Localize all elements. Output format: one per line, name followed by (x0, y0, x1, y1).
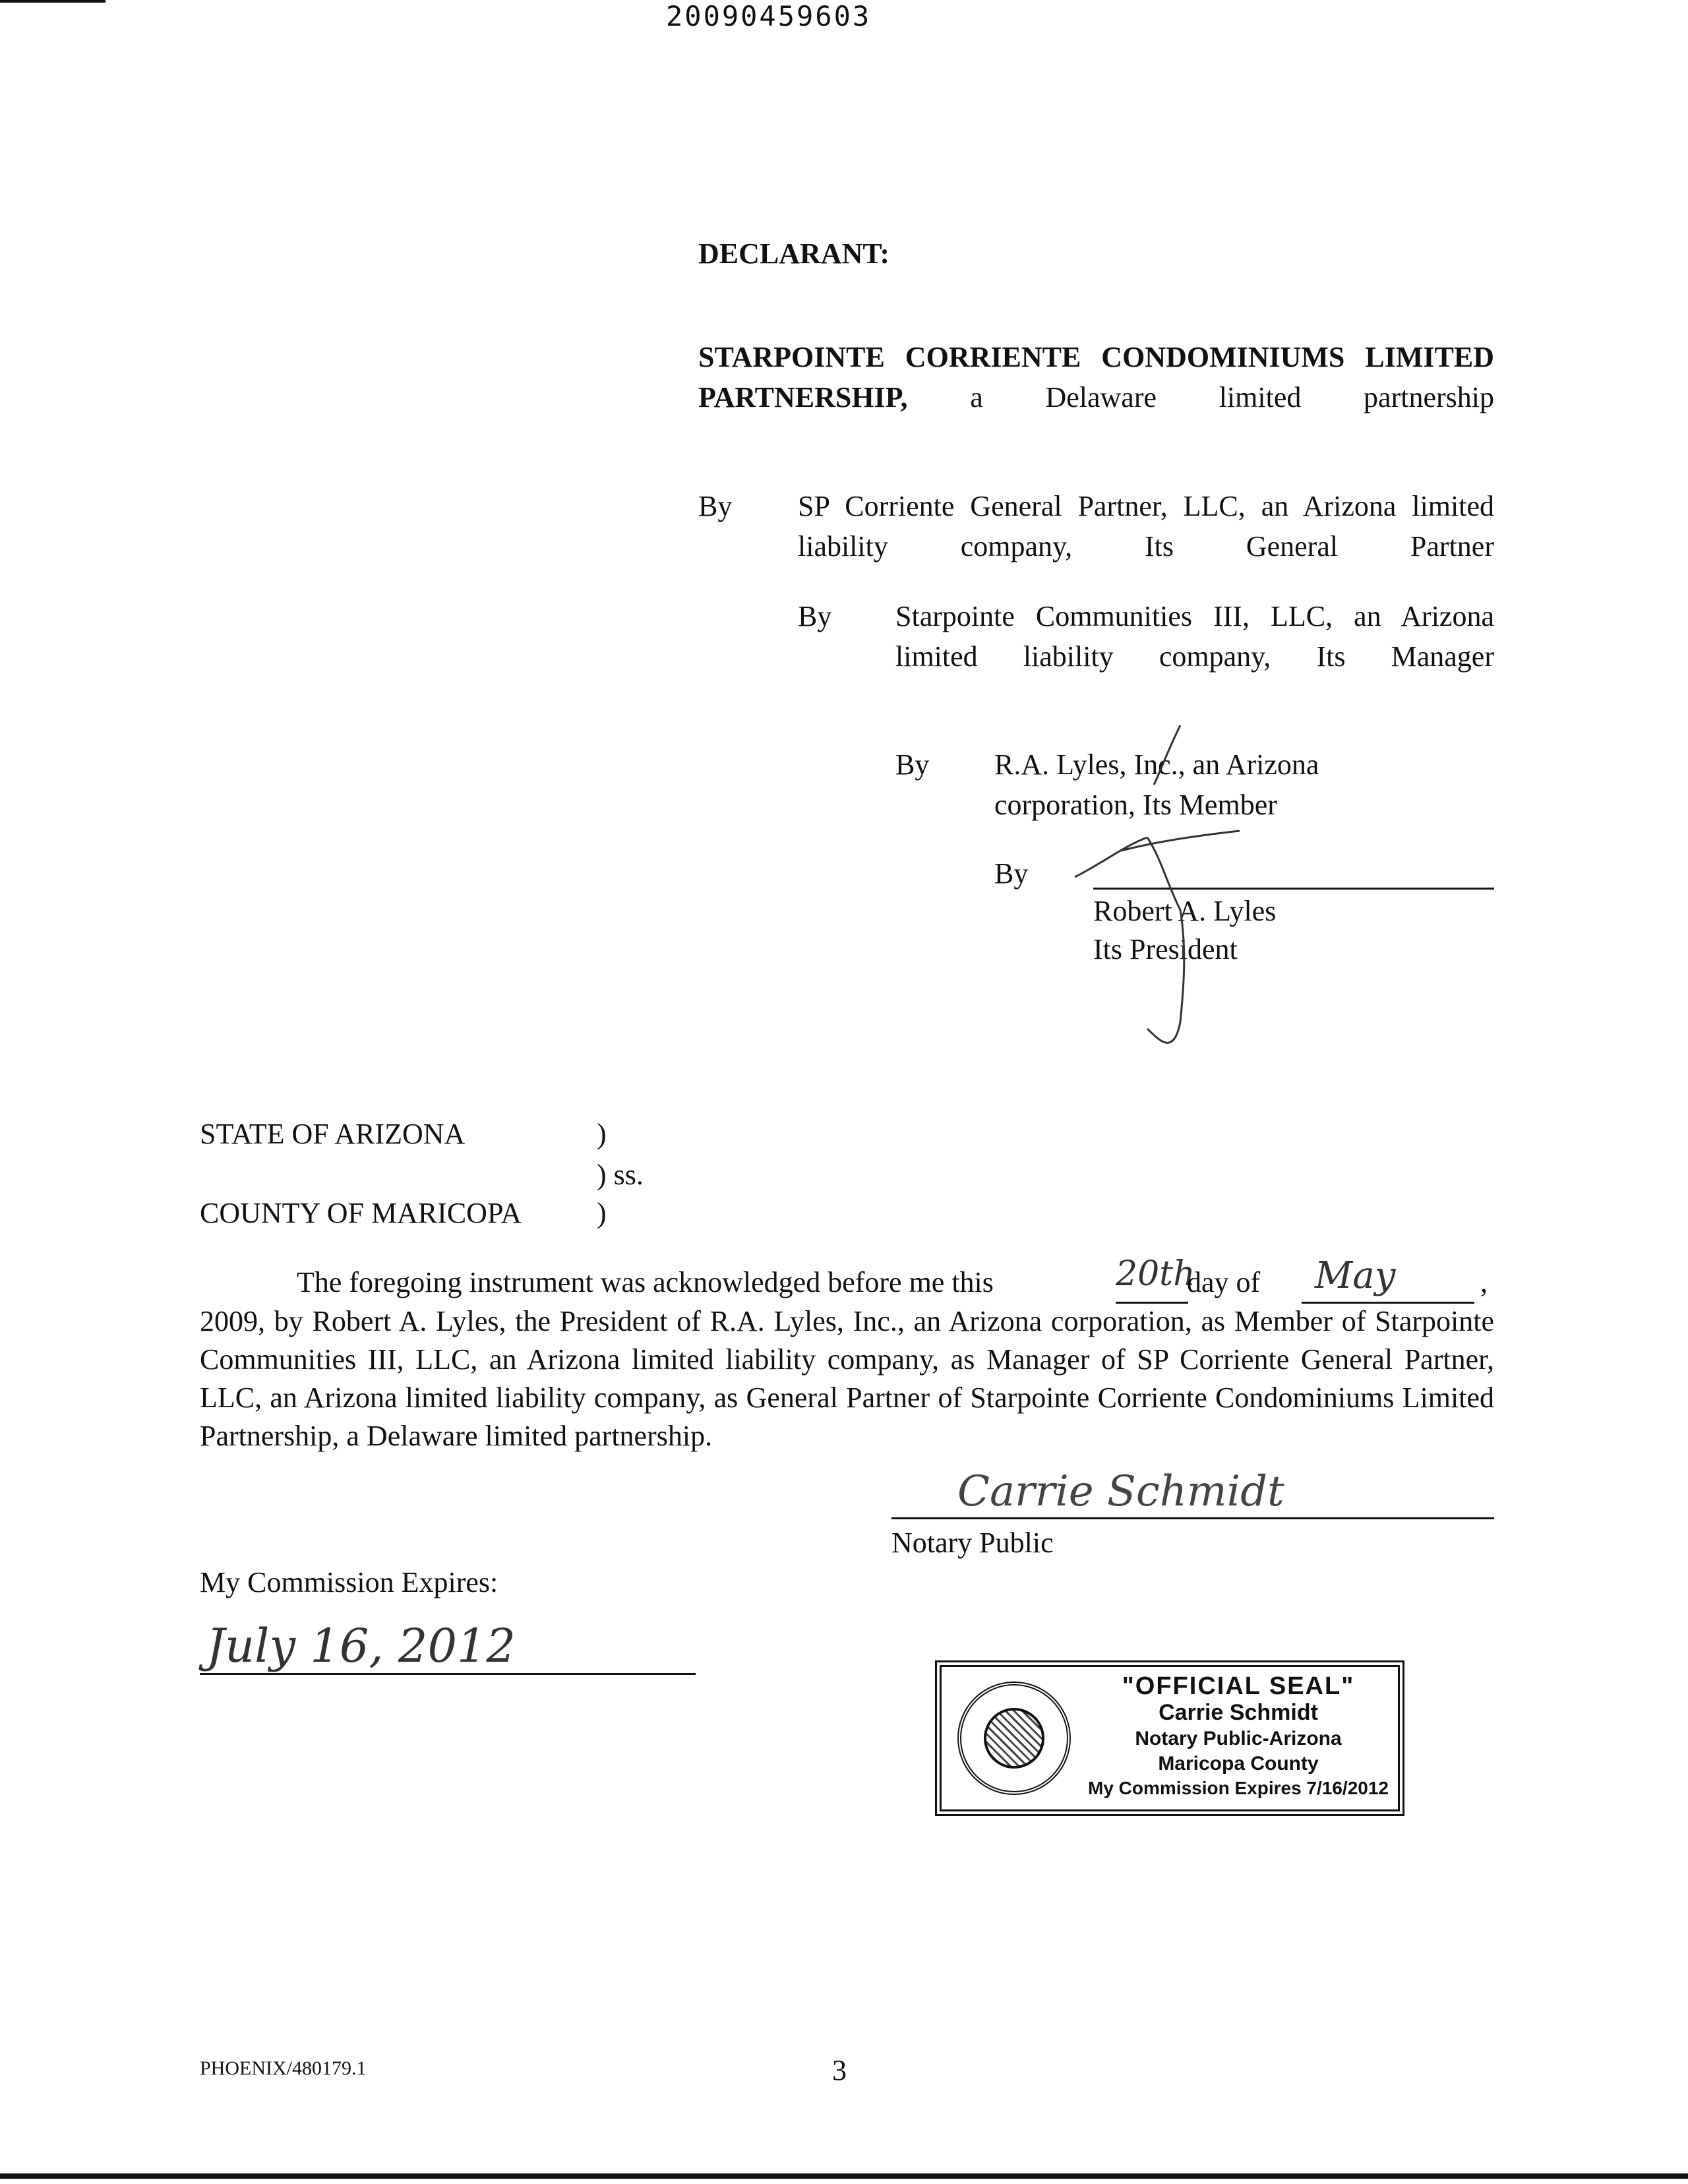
ack-lead: The foregoing instrument was acknowledged before me this (297, 1266, 994, 1298)
entity-description: a Delaware limited partnership (970, 380, 1494, 413)
commission-expires-label: My Commission Expires: (200, 1566, 498, 1598)
seal-line-1: Notary Public-Arizona (1135, 1728, 1342, 1749)
notary-signature-blank (891, 1467, 1494, 1519)
ack-comma: , (1480, 1266, 1488, 1298)
ack-month-handwritten: May (1315, 1254, 1396, 1297)
seal-emblem (957, 1682, 1071, 1795)
venue-paren-3: ) (597, 1197, 607, 1229)
ack-body: 2009, by Robert A. Lyles, the President of R.A. Lyles, Inc., an Arizona corporation, as Member of Starpointe Communities III, LLC, an Arizona limited liability company, as Manager of SP Corriente General Partner, LLC, an Arizona limited liability company, as General Partner of Starpointe Corriente Condominiums Limited Partnership, a Delaware limited partnership. (200, 1305, 1494, 1452)
by-label-4: By (994, 857, 1029, 890)
seal-title: "OFFICIAL SEAL" (1122, 1672, 1355, 1700)
venue-state: STATE OF ARIZONA (200, 1118, 466, 1150)
commission-date-handwritten: July 16, 2012 (206, 1619, 516, 1673)
signer-signature-scrawl (1048, 712, 1259, 1068)
venue-county: COUNTY OF MARICOPA (200, 1197, 522, 1229)
recording-number: 20090459603 (666, 0, 872, 32)
seal-name: Carrie Schmidt (1159, 1700, 1318, 1725)
footer-page-number: 3 (832, 2054, 847, 2086)
notary-signature-handwritten: Carrie Schmidt (957, 1467, 1284, 1516)
declarant-entity (698, 338, 1494, 417)
official-seal-stamp (935, 1660, 1404, 1816)
by-text-1: SP Corriente General Partner, LLC, an Arizona limited liability company, Its General Partner (798, 490, 1494, 562)
declarant-heading: DECLARANT: (698, 237, 890, 270)
top-left-rule (0, 0, 106, 3)
notary-public-label: Notary Public (891, 1527, 1054, 1559)
commission-date-blank (200, 1619, 696, 1675)
signer-title: Its President (1093, 933, 1238, 965)
entity-name: STARPOINTE CORRIENTE CONDOMINIUMS LIMITED PARTNERSHIP, (698, 341, 1494, 413)
by-text-3: R.A. Lyles, Inc., an Arizona corporation, Its Member (994, 748, 1319, 821)
seal-line-3: My Commission Expires 7/16/2012 (1088, 1778, 1389, 1798)
venue-ss: ) ss. (597, 1159, 644, 1191)
ack-day-handwritten: 20th (1116, 1254, 1195, 1294)
by-label-3: By (895, 748, 930, 781)
by-label-1: By (698, 490, 733, 522)
ack-day-blank (1116, 1254, 1195, 1304)
signer-name: Robert A. Lyles (1093, 895, 1277, 927)
seal-text-block (1080, 1672, 1397, 1811)
bottom-rule (0, 2173, 1688, 2179)
by-text-2: Starpointe Communities III, LLC, an Arizona limited liability company, Its Manager (895, 600, 1494, 673)
seal-line-2: Maricopa County (1158, 1753, 1319, 1774)
venue-paren-1: ) (597, 1118, 607, 1150)
ack-day-of: day of (1187, 1266, 1261, 1298)
ack-month-blank (1302, 1254, 1474, 1304)
by-label-2: By (798, 600, 832, 632)
footer-doc-id: PHOENIX/480179.1 (200, 2057, 367, 2079)
